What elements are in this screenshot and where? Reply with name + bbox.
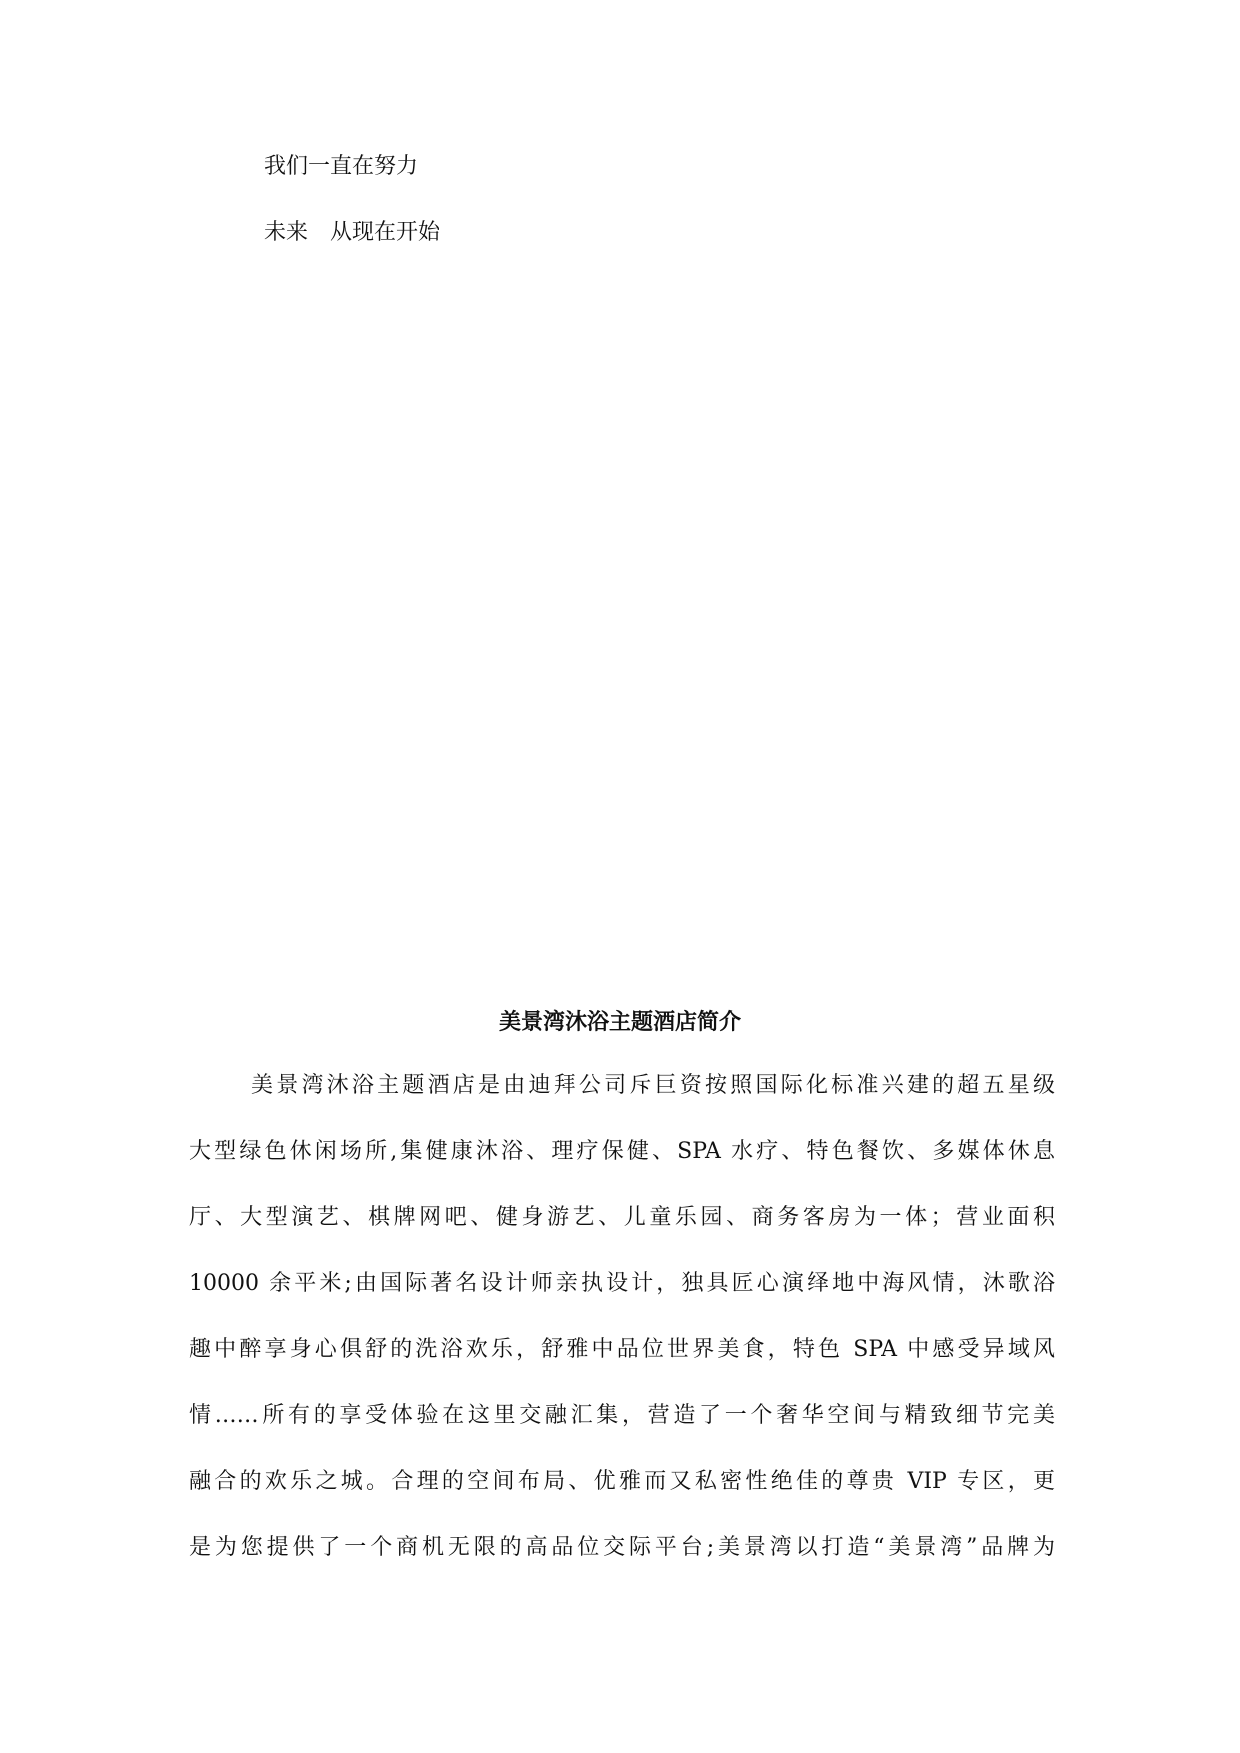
paragraph-line: 10000 余平米;由国际著名设计师亲执设计，独具匠心演绎地中海风情，沐歌浴: [189, 1271, 1055, 1296]
paragraph-line: 是为您提供了一个商机无限的高品位交际平台;美景湾以打造“美景湾”品牌为: [189, 1535, 1055, 1560]
paragraph-line: 大型绿色休闲场所,集健康沐浴、理疗保健、SPA 水疗、特色餐饮、多媒体休息: [189, 1139, 1055, 1164]
slogan-line-2: 未来 从现在开始: [264, 220, 441, 245]
slogan-line-1: 我们一直在努力: [264, 154, 419, 179]
paragraph-line: 情……所有的享受体验在这里交融汇集，营造了一个奢华空间与精致细节完美: [189, 1403, 1055, 1428]
intro-paragraph: [189, 1071, 1055, 1599]
paragraph-line: 厅、大型演艺、棋牌网吧、健身游艺、儿童乐园、商务客房为一体；营业面积: [189, 1205, 1055, 1230]
paragraph-line: 融合的欢乐之城。合理的空间布局、优雅而又私密性绝佳的尊贵 VIP 专区，更: [189, 1469, 1055, 1494]
paragraph-line: 趣中醉享身心俱舒的洗浴欢乐，舒雅中品位世界美食，特色 SPA 中感受异域风: [189, 1337, 1055, 1362]
section-title: 美景湾沐浴主题酒店简介: [498, 1010, 741, 1035]
paragraph-line: 美景湾沐浴主题酒店是由迪拜公司斥巨资按照国际化标准兴建的超五星级: [251, 1073, 1055, 1098]
